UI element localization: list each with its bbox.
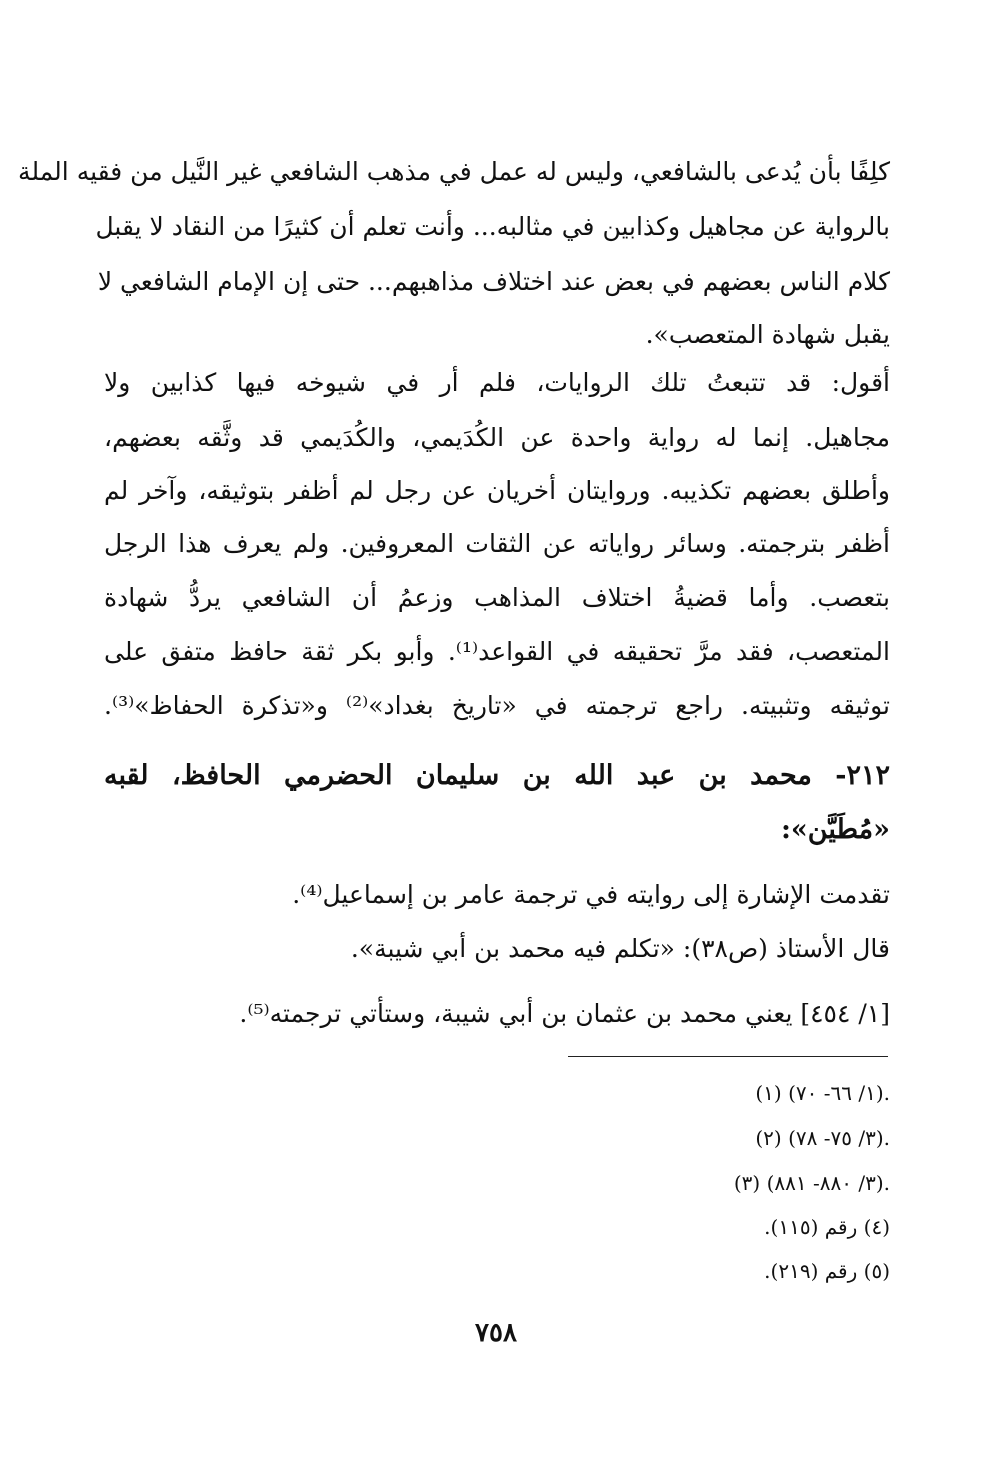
body-line: المتعصب، فقد مرَّ تحقيقه في القواعد⁽¹⁾. وأبو بكر ثقة حافظ متفق على [104, 637, 890, 666]
entry-line: تقدمت الإشارة إلى روايته في ترجمة عامر بن إسماعيل⁽⁴⁾. [292, 880, 890, 909]
body-line: يقبل شهادة المتعصب». [645, 320, 890, 349]
footnote: (١) (١/ ٦٦- ٧٠). [755, 1081, 890, 1105]
footnote: (٢) (٣/ ٧٥- ٧٨). [755, 1126, 890, 1150]
entry-line: [١/ ٤٥٤] يعني محمد بن عثمان بن أبي شيبة، وستأتي ترجمته⁽⁵⁾. [239, 999, 890, 1028]
body-line: أقول: قد تتبعتُ تلك الروايات، فلم أر في شيوخه فيها كذابين ولا [104, 368, 890, 397]
entry-heading-continued: «مُطَيَّن»: [780, 814, 890, 845]
body-line: بتعصب. وأما قضيةُ اختلاف المذاهب وزعمُ أن الشافعي يردُّ شهادة [104, 583, 890, 612]
body-line: أظفر بترجمته. وسائر رواياته عن الثقات المعروفين. ولم يعرف هذا الرجل [104, 529, 890, 558]
body-line: توثيقه وتثبيته. راجع ترجمته في «تاريخ بغداد»⁽²⁾ و«تذكرة الحفاظ»⁽³⁾. [104, 691, 891, 720]
page-number: ٧٥٨ [475, 1318, 517, 1348]
entry-heading: ٢١٢- محمد بن عبد الله بن سليمان الحضرمي الحافظ، لقبه [104, 760, 890, 791]
footnote: (٥) رقم (٢١٩). [764, 1259, 890, 1283]
entry-line: قال الأستاذ (ص٣٨): «تكلم فيه محمد بن أبي شيبة». [350, 934, 890, 963]
body-line: بالرواية عن مجاهيل وكذابين في مثالبه... وأنت تعلم أن كثيرًا من النقاد لا يقبل [95, 212, 890, 241]
body-line: كلِفًا بأن يُدعى بالشافعي، وليس له عمل في مذهب الشافعي غير النَّيل من فقيه الملة [18, 157, 890, 186]
body-line: كلام الناس بعضهم في بعض عند اختلاف مذاهبهم... حتى إن الإمام الشافعي لا [97, 267, 890, 296]
footnote: (٣) (٣/ ٨٨٠- ٨٨١). [733, 1171, 890, 1195]
body-line: مجاهيل. إنما له رواية واحدة عن الكُدَيمي، والكُدَيمي قد وثَّقه بعضهم، [104, 423, 890, 452]
body-line: وأطلق بعضهم تكذيبه. وروايتان أخريان عن رجل لم أظفر بتوثيقه، وآخر لم [104, 476, 890, 505]
footnote-separator [568, 1056, 888, 1057]
footnote: (٤) رقم (١١٥). [764, 1215, 890, 1239]
